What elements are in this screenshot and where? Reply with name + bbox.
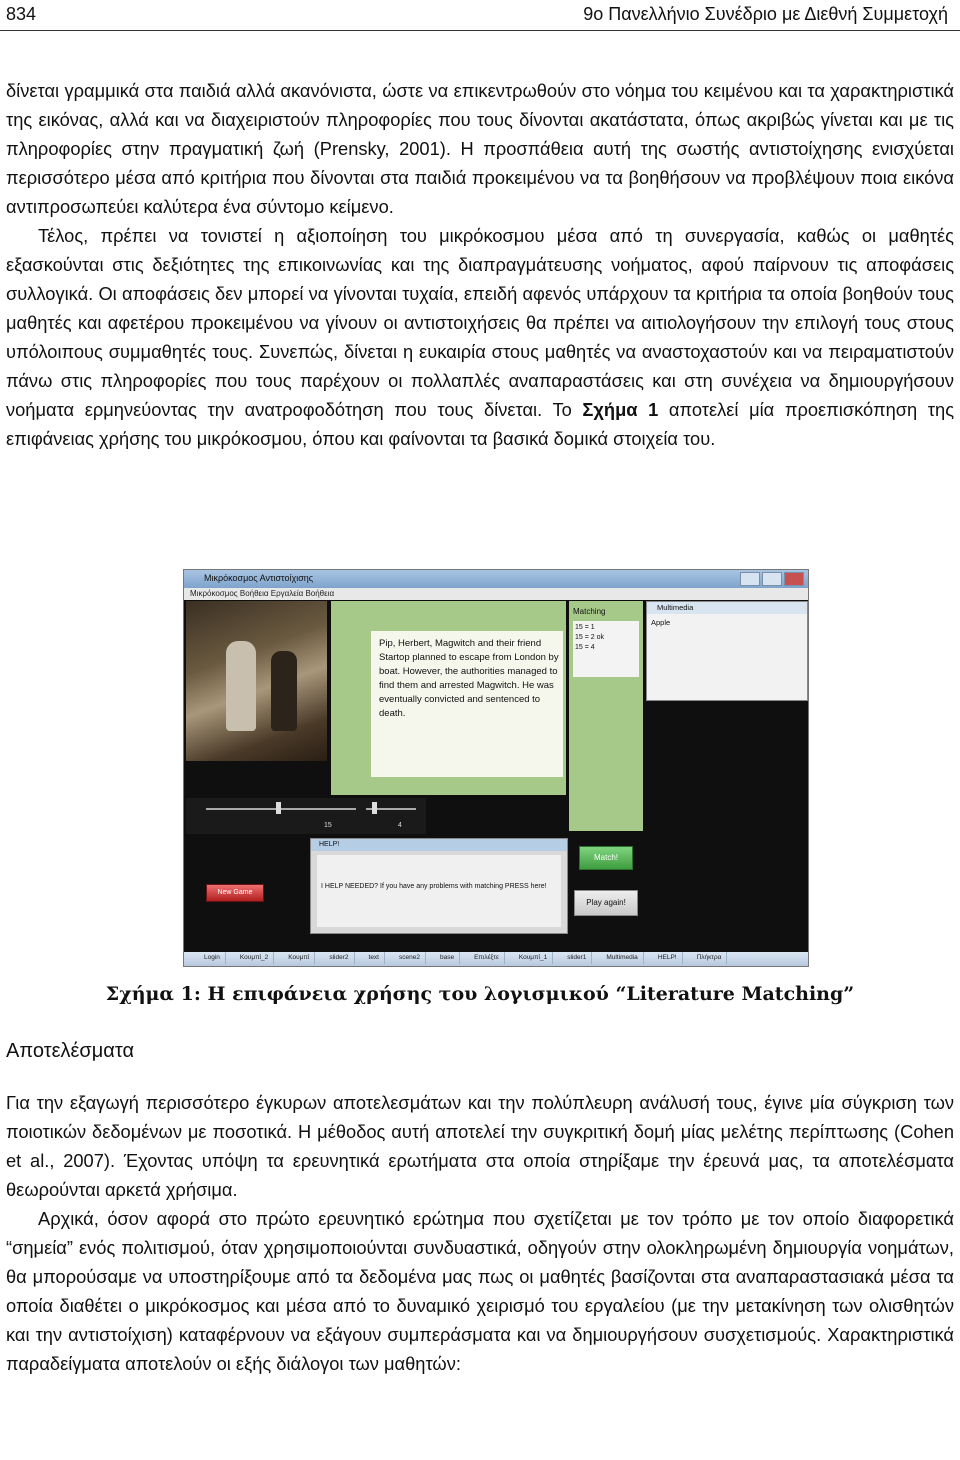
- figure-caption: Σχήμα 1: Η επιφάνεια χρήσης του λογισμικού “Literature Matching”: [105, 983, 855, 1005]
- taskbar-item[interactable]: Κουμπί_2: [228, 952, 274, 964]
- taskbar-item[interactable]: Κουμπί: [276, 952, 315, 964]
- page-number: 834: [6, 4, 37, 24]
- slider-2-handle[interactable]: [372, 802, 377, 814]
- window-menubar: [184, 588, 808, 600]
- paragraph-1a: δίνεται γραμμικά στα παιδιά αλλά ακανόνιστα, ώστε να επικεντρωθούν στο νόημα του κειμένου και τα χαρακτηριστικά της εικόνας, αλλά και να διαχειριστούν πληροφορίες που τους δίνονται ακατάστατα, όπως ακριβώς γίνεται και με τις πληροφορίες στην πραγματική ζωή (Prensky, 2001). Η προσπάθεια αυτή της σωστής αντιστοίχησης ενισχύεται περισσότερο μέσα από κριτήρια που δίνονται στα παιδιά προκειμένου να τα βοηθήσουν να προβλέψουν ποια εικόνα αντιπροσωπεύει καλύτερα ένα σύντομο κείμενο.: [6, 80, 954, 217]
- window-titlebar: [184, 570, 808, 588]
- matching-row: 15 = 4: [575, 644, 595, 651]
- taskbar-item[interactable]: text: [357, 952, 385, 964]
- paragraph-1b-end: αποτελεί μία προεπισκόπηση της επιφάνειας χρήσης του μικρόκοσμου, όπου και φαίνονται τα βασικά δομικά στοιχεία του.: [6, 399, 955, 449]
- multimedia-item[interactable]: Apple: [651, 618, 671, 627]
- taskbar-item[interactable]: HELP!: [646, 952, 683, 964]
- paragraph-2a: Για την εξαγωγή περισσότερο έγκυρων αποτελεσμάτων και την πολύπλευρη ανάλυσή τους, έγινε μία σύγκριση των ποιοτικών δεδομένων με ποσοτικά. Η μέθοδος αυτή αποτελεί την συγκριτική δομή μίας μελέτης περίπτωσης (Cohen et al., 2007). Έχοντας υπόψη τα ερευνητικά ερωτήματα στα οποία στηρίξαμε την έρευνά μας, τα αποτελέσματα θεωρούνται αρκετά χρήσιμα.: [6, 1092, 954, 1200]
- matching-title: Matching: [573, 607, 606, 616]
- slider-1-handle[interactable]: [276, 802, 281, 814]
- slider-2[interactable]: [366, 808, 416, 810]
- page-header: [0, 0, 960, 31]
- slider-area: [186, 798, 426, 834]
- text-card-panel: [331, 601, 566, 795]
- software-screenshot: [183, 569, 809, 967]
- taskbar-item[interactable]: Multimedia: [594, 952, 643, 964]
- matching-row: 15 = 2 ok: [575, 634, 604, 641]
- slider-2-value: 4: [398, 822, 402, 829]
- text-card: Pip, Herbert, Magwitch and their friend Startop planned to escape from London by boat. However, the authorities managed to find them and arrested Magwitch. He was eventually convicted and sentenced to death.: [371, 631, 563, 777]
- taskbar-item[interactable]: Κουμπί_1: [507, 952, 553, 964]
- body-paragraph-2: [6, 1088, 954, 1378]
- paragraph-1b: Τέλος, πρέπει να τονιστεί η αξιοποίηση του μικρόκοσμου μέσα από τη συνεργασία, καθώς οι μαθητές εξασκούνται στις δεξιότητες της επικοινωνίας και της διαπραγμάτευσης νοήματος, αφού παίρνουν τις αποφάσεις συλλογικά. Οι αποφάσεις δεν μπορεί να γίνονται τυχαία, επειδή αφενός υπάρχουν τα κριτήρια τα οποία βοηθούν τους μαθητές και αφετέρου προκειμένου να γίνουν οι αντιστοιχήσεις θα πρέπει να αιτιολογήσουν την επιλογή τους στους υπόλοιπους συμμαθητές τους. Συνεπώς, δίνεται η ευκαιρία στους μαθητές να αναστοχαστούν και να πειραματιστούν πάνω στις πληροφορίες που τους παρέχουν οι πολλαπλές αναπαραστάσεις και στη συνέχεια να δημιουργήσουν νοήματα ερμηνεύοντας την ανατροφοδότηση που τους δίνεται. Το: [6, 225, 954, 420]
- taskbar-item[interactable]: slider2: [317, 952, 354, 964]
- paragraph-2b: Αρχικά, όσον αφορά στο πρώτο ερευνητικό ερώτημα που σχετίζεται με τον τρόπο με τον οποίο διαφορετικά “σημεία” ενός πολιτισμού, όταν χρησιμοποιούνται συνδυαστικά, οδηγούν στην ολοκληρωμένη δημιουργία νοημάτων, θα μπορούσαμε να υποστηρίξουμε από τα δεδομένα μας πως οι μαθητές βασίζονται στα αναπαραστασιακά μέσα τα οποία διαθέτει ο μικρόκοσμος και μέσα από το δυναμικό χειρισμό του εργαλείου (με την μετακίνηση των ολισθητών και την αντιστοίχιση) καταφέρνουν να εξάγουν συμπεράσματα και να δημιουργήσουν συσχετισμούς. Χαρακτηριστικά παραδείγματα αποτελούν οι εξής διάλογοι των μαθητών:: [6, 1208, 954, 1374]
- help-title: HELP!: [311, 839, 567, 851]
- slider-1-value: 15: [324, 822, 332, 829]
- new-game-button[interactable]: New Game: [206, 884, 264, 902]
- matching-panel: [569, 601, 643, 831]
- taskbar: [184, 952, 808, 966]
- conference-title: 9ο Πανελλήνιο Συνέδριο με Διεθνή Συμμετοχή: [583, 4, 948, 24]
- movie-scene-image: [186, 601, 327, 761]
- taskbar-item[interactable]: Επιλέξτε: [462, 952, 505, 964]
- minimize-icon[interactable]: [740, 572, 760, 586]
- window-title: Μικρόκοσμος Αντιστοίχισης: [204, 573, 314, 583]
- multimedia-title: Multimedia: [647, 602, 807, 614]
- maximize-icon[interactable]: [762, 572, 782, 586]
- body-paragraph-1: [6, 76, 954, 453]
- taskbar-item[interactable]: slider1: [555, 952, 592, 964]
- help-text[interactable]: I HELP NEEDED? If you have any problems with matching PRESS here!: [317, 855, 561, 927]
- matching-row: 15 = 1: [575, 624, 595, 631]
- slider-1[interactable]: [206, 808, 356, 810]
- figure-reference: Σχήμα 1: [582, 399, 659, 420]
- matching-list[interactable]: [573, 621, 639, 677]
- help-dialog: [310, 838, 568, 934]
- play-again-button[interactable]: Play again!: [574, 890, 638, 916]
- match-button[interactable]: Match!: [579, 846, 633, 870]
- taskbar-item[interactable]: Πλήκτρα: [685, 952, 728, 964]
- multimedia-panel: [646, 601, 808, 701]
- taskbar-item[interactable]: scene2: [387, 952, 426, 964]
- window-controls: [740, 572, 804, 586]
- close-icon[interactable]: [784, 572, 804, 586]
- scene-figure-woman: [226, 641, 256, 731]
- menu-items[interactable]: Μικρόκοσμος Βοήθεια Εργαλεία Βοήθεια: [190, 589, 335, 598]
- scene-figure-man: [271, 651, 297, 731]
- taskbar-item[interactable]: base: [428, 952, 460, 964]
- taskbar-item[interactable]: Login: [192, 952, 226, 964]
- section-title: Αποτελέσματα: [6, 1040, 135, 1062]
